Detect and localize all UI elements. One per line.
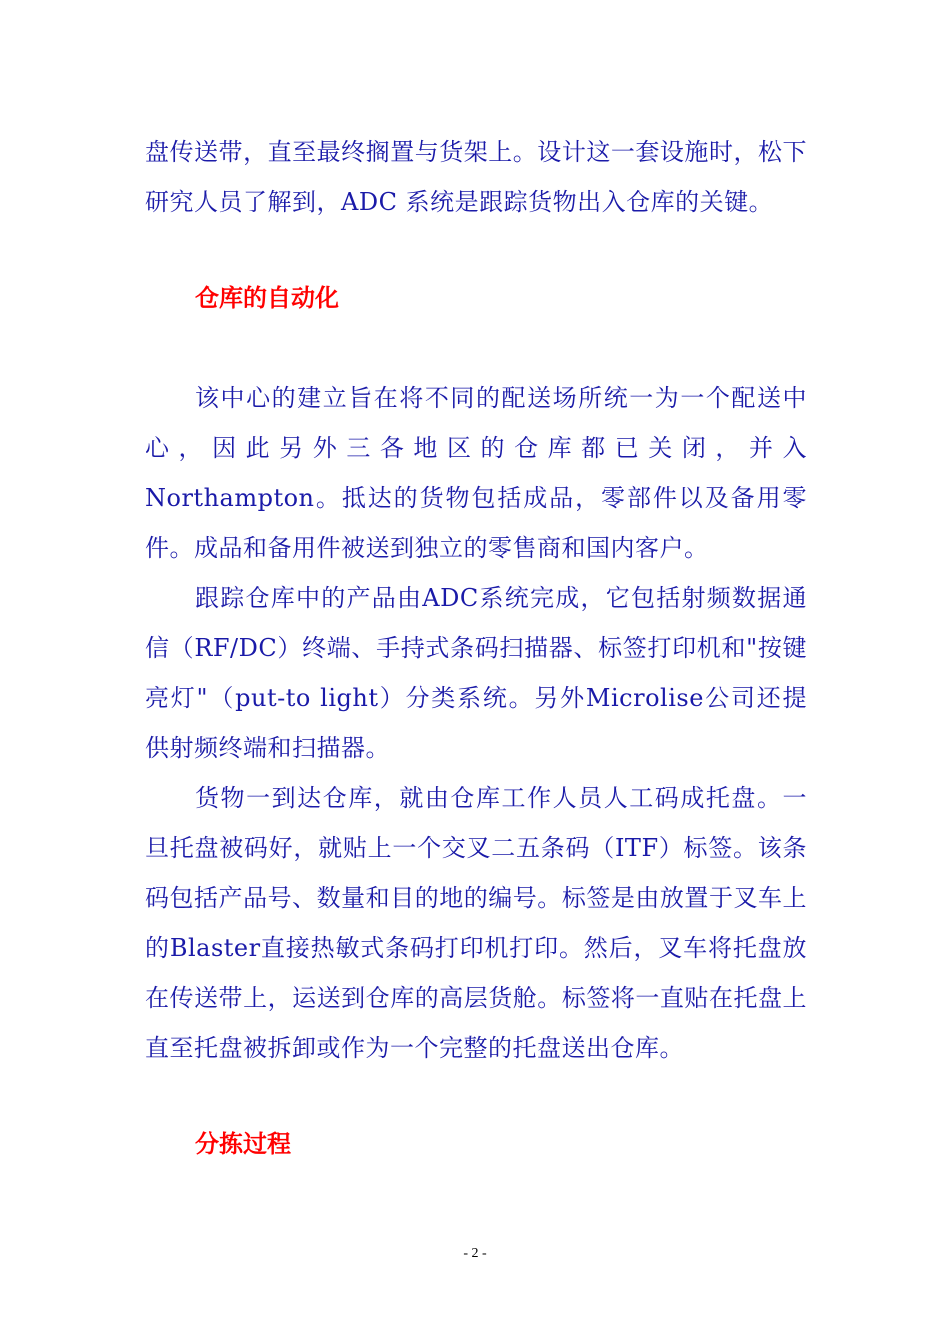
section-heading-sorting-process: 分拣过程 <box>195 1130 291 1158</box>
paragraph-adc-tracking: 跟踪仓库中的产品由ADC系统完成，它包括射频数据通信（RF/DC）终端、手持式条码扫描器、标签打印机和"按键亮灯"（put-to light）分类系统。另外Microlise公司还提供射频终端和扫描器。 <box>145 584 807 762</box>
paragraph-goods-arrival: 货物一到达仓库，就由仓库工作人员人工码成托盘。一旦托盘被码好，就贴上一个交叉二五条码（ITF）标签。该条码包括产品号、数量和目的地的编号。标签是由放置于叉车上的Blaster直接热敏式条码打印机打印。然后，叉车将托盘放在传送带上，运送到仓库的高层货舱。标签将一直贴在托盘上直至托盘被拆卸或作为一个完整的托盘送出仓库。 <box>145 784 807 1062</box>
paragraph-continuation: 盘传送带，直至最终搁置与货架上。设计这一套设施时，松下研究人员了解到，ADC 系统是跟踪货物出入仓库的关键。 <box>145 138 807 216</box>
section-heading-warehouse-automation: 仓库的自动化 <box>195 284 339 312</box>
page-number: - 2 - <box>463 1246 487 1261</box>
paragraph-center-establishment: 该中心的建立旨在将不同的配送场所统一为一个配送中心，因此另外三各地区的仓库都已关闭，并入Northampton。抵达的货物包括成品，零部件以及备用零件。成品和备用件被送到独立的零售商和国内客户。 <box>145 384 807 562</box>
